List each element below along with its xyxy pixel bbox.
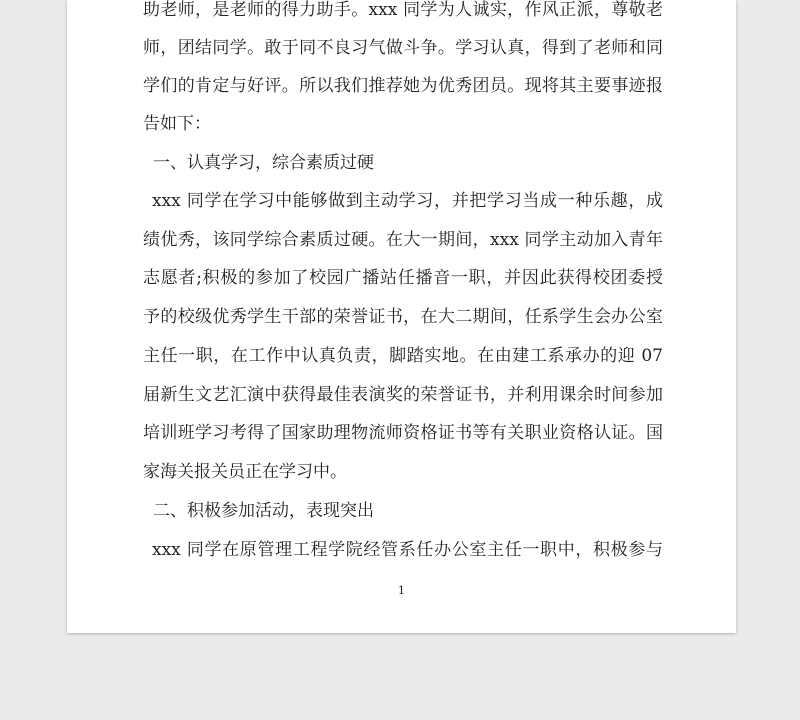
paragraph-line: 学们的肯定与好评。所以我们推荐她为优秀团员。现将其主要事迹报 [143, 76, 663, 96]
paragraph-line: xxx 同学在学习中能够做到主动学习，并把学习当成一种乐趣，成 [152, 191, 663, 211]
paragraph-line: 家海关报关员正在学习中。 [143, 462, 347, 482]
paragraph-line: 志愿者;积极的参加了校园广播站任播音一职，并因此获得校团委授 [143, 268, 663, 288]
paragraph-line: 培训班学习考得了国家助理物流师资格证书等有关职业资格认证。国 [143, 423, 663, 443]
page-number: 1 [398, 584, 405, 597]
paragraph-line: 绩优秀，该同学综合素质过硬。在大一期间，xxx 同学主动加入青年 [143, 230, 663, 250]
paragraph-line: 届新生文艺汇演中获得最佳表演奖的荣誉证书，并利用课余时间参加 [143, 385, 663, 405]
paragraph-line: 助老师，是老师的得力助手。xxx 同学为人诚实，作风正派，尊敬老 [143, 0, 663, 20]
section-heading: 一、认真学习，综合素质过硬 [153, 153, 374, 173]
paragraph-line: xxx 同学在原管理工程学院经管系任办公室主任一职中，积极参与 [152, 540, 663, 560]
paragraph-line: 主任一职，在工作中认真负责，脚踏实地。在由建工系承办的迎 07 [143, 346, 663, 366]
document-page [67, 0, 736, 633]
paragraph-line: 师，团结同学。敢于同不良习气做斗争。学习认真，得到了老师和同 [143, 38, 663, 58]
paragraph-line: 予的校级优秀学生干部的荣誉证书，在大二期间，任系学生会办公室 [143, 307, 663, 327]
section-heading: 二、积极参加活动，表现突出 [153, 501, 374, 521]
paragraph-line: 告如下： [143, 114, 211, 134]
